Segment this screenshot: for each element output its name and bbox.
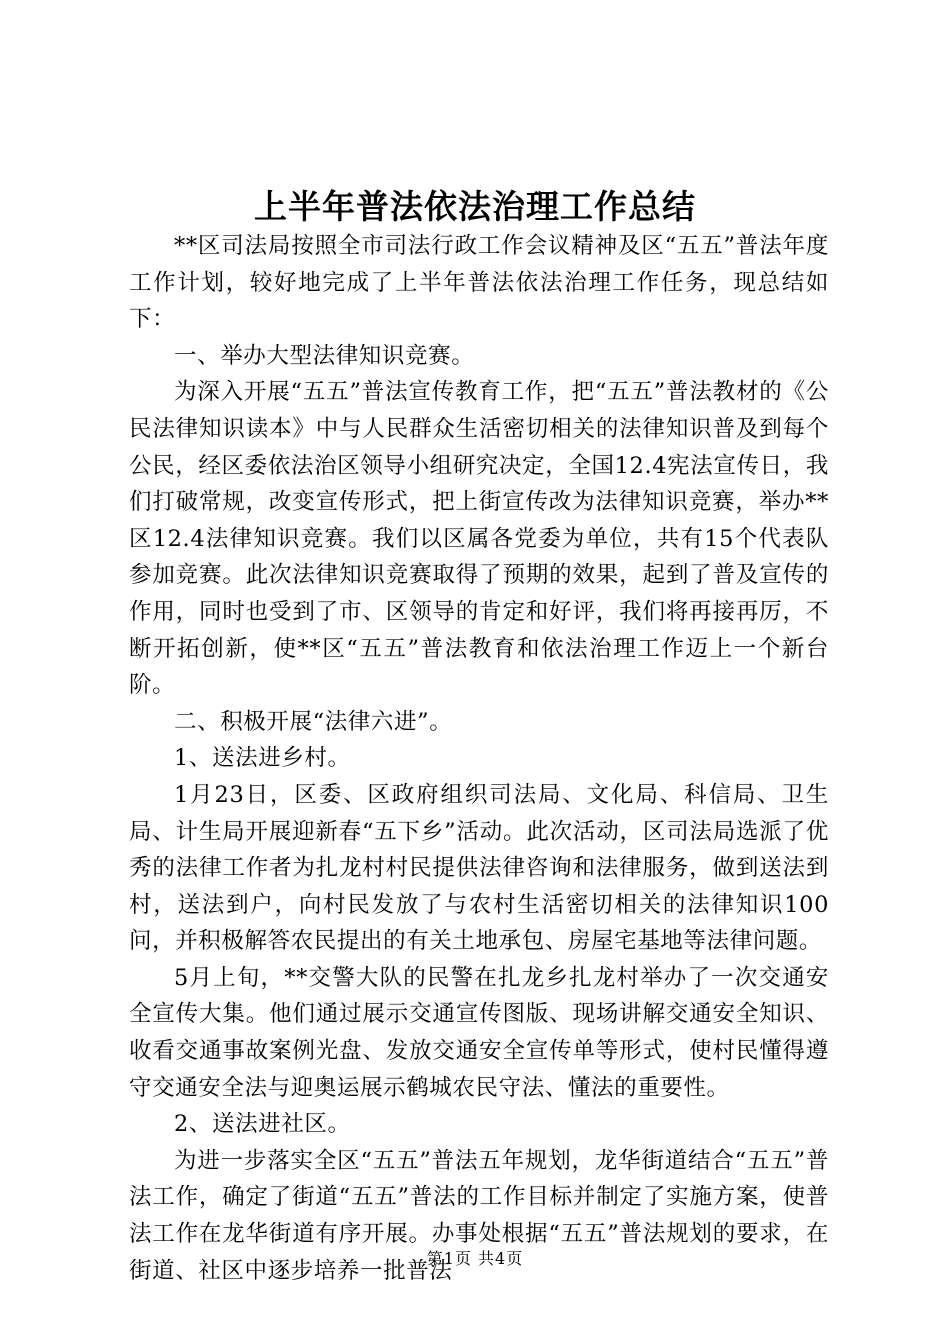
section-heading-2: 二、积极开展“法律六进”。 bbox=[174, 708, 453, 735]
page-number-footer: 第1页 共4页 bbox=[426, 1249, 524, 1268]
document-body bbox=[129, 228, 829, 1289]
subsection-heading-1: 1、送法进乡村。 bbox=[174, 745, 351, 772]
section-heading-1: 一、举办大型法律知识竞赛。 bbox=[174, 342, 475, 369]
intro-paragraph: **区司法局按照全市司法行政工作会议精神及区“五五”普法年度工作计划，较好地完成了上半年普法依法治理工作任务，现总结如下： bbox=[129, 233, 829, 333]
subsection-2-paragraph-1: 为进一步落实全区“五五”普法五年规划，龙华街道结合“五五”普法工作，确定了街道“五五”普法的工作目标并制定了实施方案，使普法工作在龙华街道有序开展。办事处根据“五五”普法规划的要求，在街道、社区中逐步培养一批普法 bbox=[129, 1147, 829, 1284]
document-title: 上半年普法依法治理工作总结 bbox=[254, 187, 696, 226]
subsection-1-paragraph-2: 5月上旬，**交警大队的民警在扎龙乡扎龙村举办了一次交通安全宣传大集。他们通过展示交通宣传图版、现场讲解交通安全知识、收看交通事故案例光盘、发放交通安全宣传单等形式，使村民懂得遵守交通安全法与迎奥运展示鹤城农民守法、懂法的重要性。 bbox=[129, 964, 829, 1101]
subsection-heading-2: 2、送法进社区。 bbox=[174, 1111, 351, 1138]
subsection-1-paragraph-1: 1月23日，区委、区政府组织司法局、文化局、科信局、卫生局、计生局开展迎新春“五下乡”活动。此次活动，区司法局选派了优秀的法律工作者为扎龙村村民提供法律咨询和法律服务，做到送法到村，送法到户，向村民发放了与农村生活密切相关的法律知识100问，并积极解答农民提出的有关土地承包、房屋宅基地等法律问题。 bbox=[129, 781, 829, 955]
section-1-paragraph: 为深入开展“五五”普法宣传教育工作，把“五五”普法教材的《公民法律知识读本》中与人民群众生活密切相关的法律知识普及到每个公民，经区委依法治区领导小组研究决定，全国12.4宪法宣传日，我们打破常规，改变宣传形式，把上街宣传改为法律知识竞赛，举办**区12.4法律知识竞赛。我们以区属各党委为单位，共有15个代表队参加竞赛。此次法律知识竞赛取得了预期的效果，起到了普及宣传的作用，同时也受到了市、区领导的肯定和好评，我们将再接再厉，不断开拓创新，使**区“五五”普法教育和依法治理工作迈上一个新台阶。 bbox=[129, 379, 829, 699]
